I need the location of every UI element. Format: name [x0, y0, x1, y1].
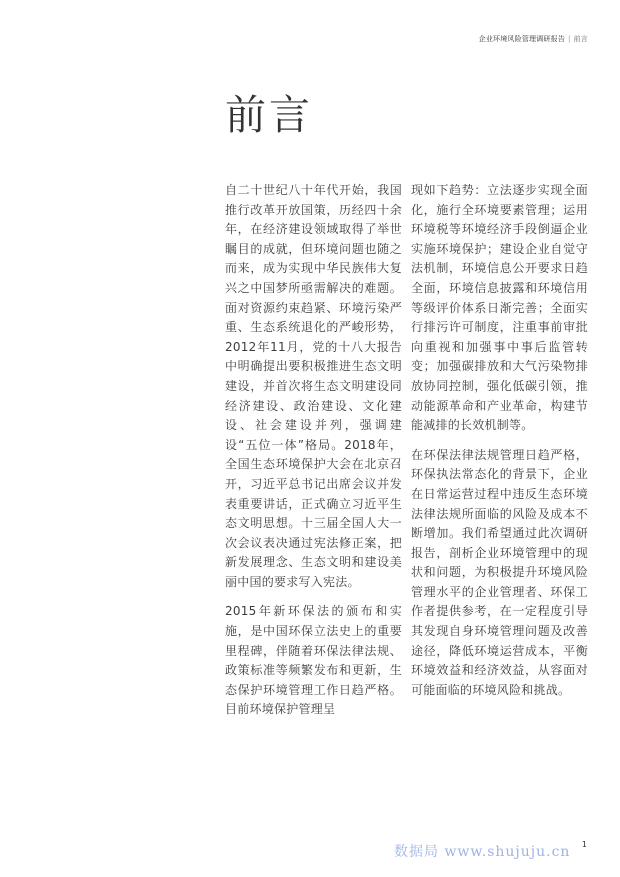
right-column: [411, 181, 588, 710]
left-column: [225, 181, 402, 730]
right-paragraph-1: 现如下趋势：立法逐步实现全面化，施行全环境要素管理；运用环境税等环境经济手段倒逼企业实施环境保护；建设企业自觉守法机制，环境信息公开要求日趋全面，环境信息披露和环境信用等级评价体系日渐完善；全面实行排污许可制度，注重事前审批向重视和加强事中事后监管转变；加强碳排放和大气污染物排放协同控制，强化低碳引领，推动能源革命和产业革命，构建节能减排的长效机制等。: [411, 183, 588, 433]
section-name: 前言: [573, 35, 588, 43]
left-paragraph-1: 自二十世纪八十年代开始，我国推行改革开放国策，历经四十余年，在经济建设领域取得了举世瞩目的成就，但环境问题也随之而来，成为实现中华民族伟大复兴之中国梦所亟需解决的难题。面对资源约束趋紧、环境污染严重、生态系统退化的严峻形势，2012年11月，党的十八大报告中明确提出要积极推进生态文明建设，并首次将生态文明建设同经济建设、政治建设、文化建设、社会建设并列，强调建设“五位一体”格局。2018年，全国生态环境保护大会在北京召开，习近平总书记出席会议并发表重要讲话，正式确立习近平生态文明思想。十三届全国人大一次会议表决通过宪法修正案，把新发展理念、生态文明和建设美丽中国的要求写入宪法。: [225, 183, 402, 589]
page-number: 1: [581, 840, 587, 849]
report-title: 企业环境风险管理调研报告: [478, 35, 566, 43]
running-header: [479, 34, 588, 44]
right-paragraph-2: 在环保法律法规管理日趋严格，环保执法常态化的背景下，企业在日常运营过程中违反生态环境法律法规所面临的风险及成本不断增加。我们希望通过此次调研报告，剖析企业环境管理中的现状和问题，为积极提升环境风险管理水平的企业管理者、环保工作者提供参考，在一定程度引导其发现自身环境管理问题及改善途径，降低环境运营成本，平衡环境效益和经济效益，从容面对可能面临的环境风险和挑战。: [411, 447, 588, 697]
left-paragraph-2: 2015年新环保法的颁布和实施，是中国环保立法史上的重要里程碑，伴随着环保法律法规、政策标准等频繁发布和更新，生态保护环境管理工作日趋严格。目前环境保护管理呈: [225, 604, 402, 717]
header-separator: |: [568, 35, 571, 43]
page-title: 前言: [225, 91, 313, 139]
watermark: 数据局 www.shujuju.cn: [394, 844, 571, 860]
